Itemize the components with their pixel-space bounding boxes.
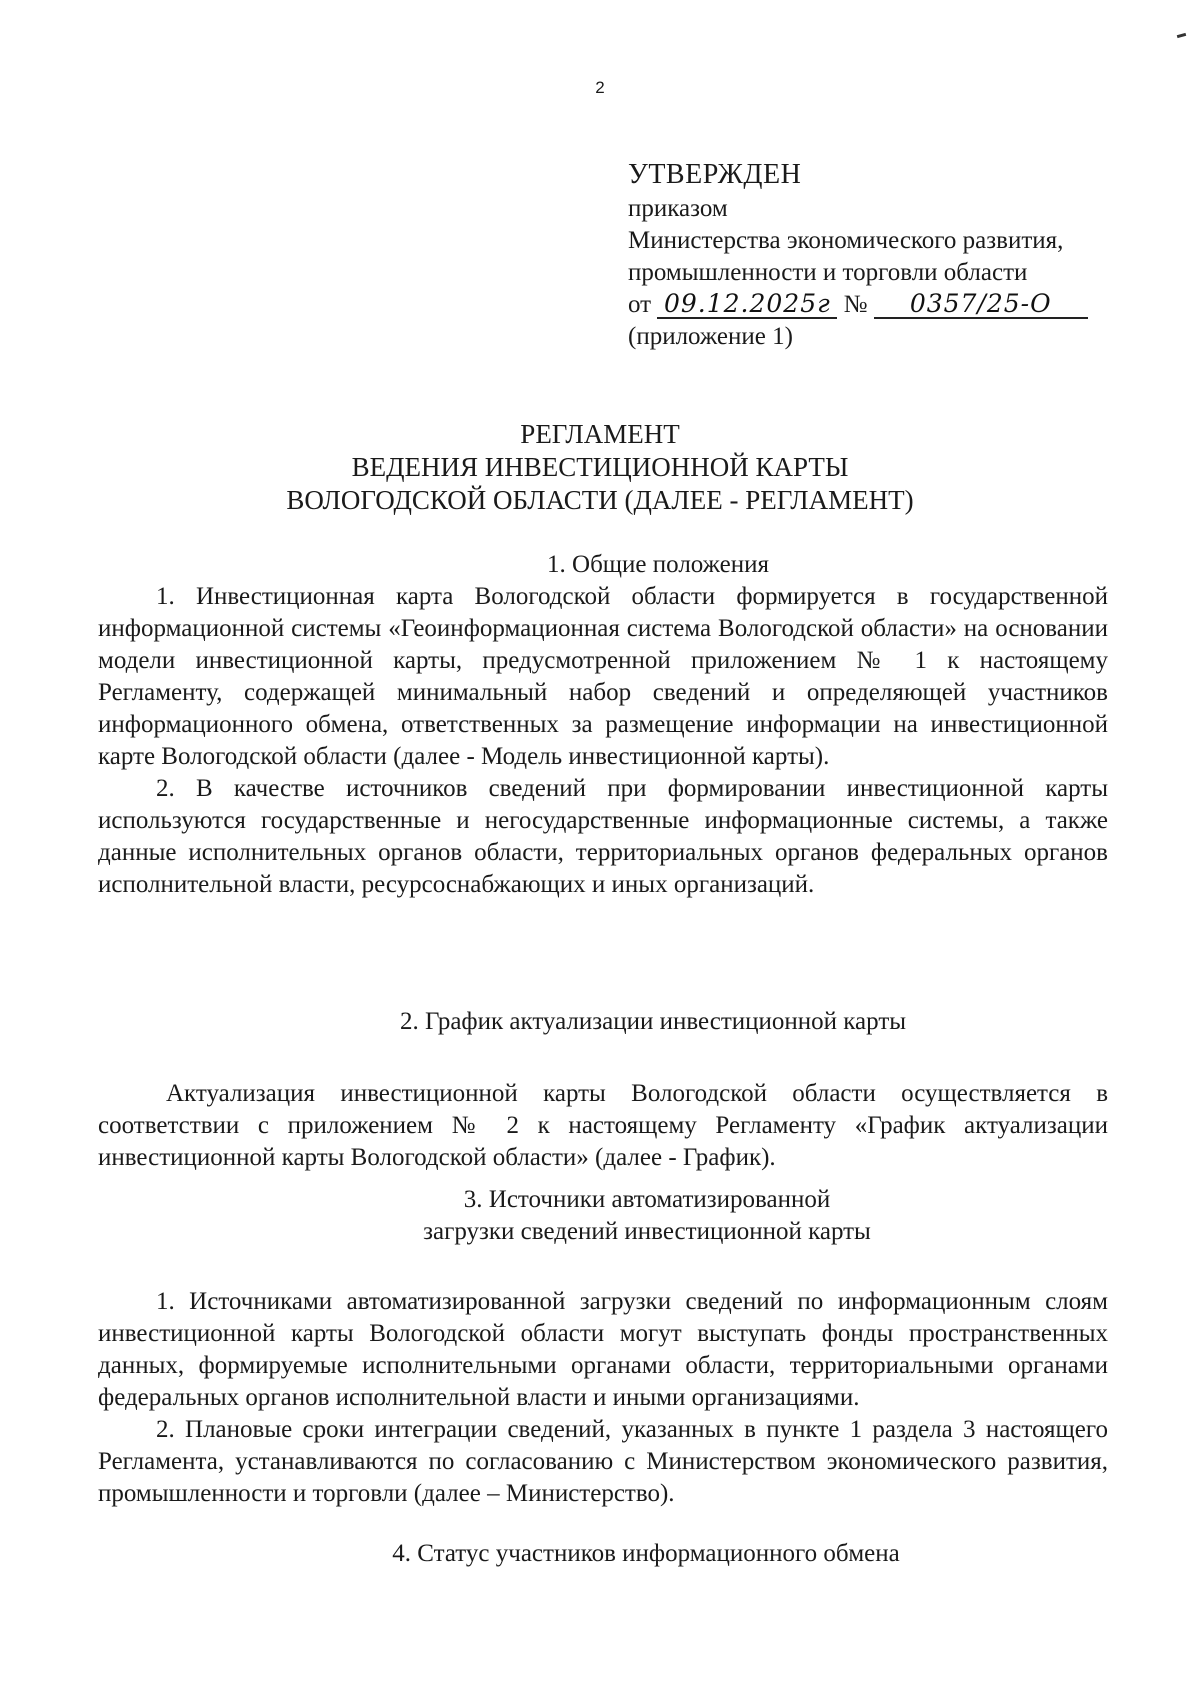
document-title (0, 418, 1200, 517)
approval-line-order: приказом (628, 195, 728, 222)
approval-number: 0357/25-О (874, 291, 1088, 319)
number-prefix: № (843, 291, 868, 318)
approval-title: УТВЕРЖДЕН (628, 159, 802, 190)
paragraph: 1. Источниками автоматизированной загрузки сведений по информационным слоям инвестиционной карты Вологодской области могут выступать фонды пространственных данных, формируемые исполнительными органами области, территориальными органами федеральных органов исполнительной власти и иными организациями. (98, 1288, 1108, 1411)
section-heading: 1. Общие положения (547, 551, 769, 578)
title-line-1: РЕГЛАМЕНТ (520, 419, 680, 449)
title-line-3: ВОЛОГОДСКОЙ ОБЛАСТИ (ДАЛЕЕ - РЕГЛАМЕНТ) (286, 485, 914, 515)
approval-date: 09.12.2025г (657, 291, 837, 319)
approval-date-number-line (628, 289, 1088, 321)
scan-mark (1177, 33, 1186, 38)
page-number: 2 (595, 78, 605, 97)
section-heading-line-2: загрузки сведений инвестиционной карты (423, 1218, 871, 1245)
paragraph: 2. В качестве источников сведений при формировании инвестиционной карты используются государственные и негосударственные информационные системы, а также данные исполнительных органов области, территориальных органов федеральных органов исполнительной власти, ресурсоснабжающих и иных организаций. (98, 775, 1108, 898)
approval-line-ministry: Министерства экономического развития, (628, 227, 1064, 254)
paragraph: Актуализация инвестиционной карты Вологодской области осуществляется в соответствии с приложением № 2 к настоящему Регламенту «График актуализации инвестиционной карты Вологодской области» (далее - График). (98, 1080, 1108, 1171)
section-heading-line-1: 3. Источники автоматизированной (463, 1186, 831, 1213)
section-heading: 2. График актуализации инвестиционной карты (399, 1008, 907, 1035)
approval-line-industry: промышленности и торговли области (628, 259, 1028, 286)
section-data-sources (98, 1184, 1108, 1510)
section-update-schedule (98, 1006, 1108, 1174)
paragraph: 1. Инвестиционная карта Вологодской области формируется в государственной информационной системы «Геоинформационная система Вологодской области» на основании модели инвестиционной карты, предусмотренной приложением № 1 к настоящему Регламенту, содержащей минимальный набор сведений и определяющей участников информационного обмена, ответственных за размещение информации на инвестиционной карте Вологодской области (далее - Модель инвестиционной карты). (98, 583, 1108, 770)
date-prefix: от (628, 291, 652, 318)
section-heading: 4. Статус участников информационного обмена (392, 1540, 900, 1567)
section-general-provisions (98, 549, 1108, 901)
paragraph: 2. Плановые сроки интеграции сведений, указанных в пункте 1 раздела 3 настоящего Регламента, устанавливаются по согласованию с Министерством экономического развития, промышленности и торговли (далее – Министерство). (98, 1416, 1108, 1507)
section-participants-status (98, 1538, 1108, 1570)
title-line-2: ВЕДЕНИЯ ИНВЕСТИЦИОННОЙ КАРТЫ (351, 452, 849, 482)
approval-appendix: (приложение 1) (628, 323, 793, 350)
approval-block (628, 157, 1088, 353)
